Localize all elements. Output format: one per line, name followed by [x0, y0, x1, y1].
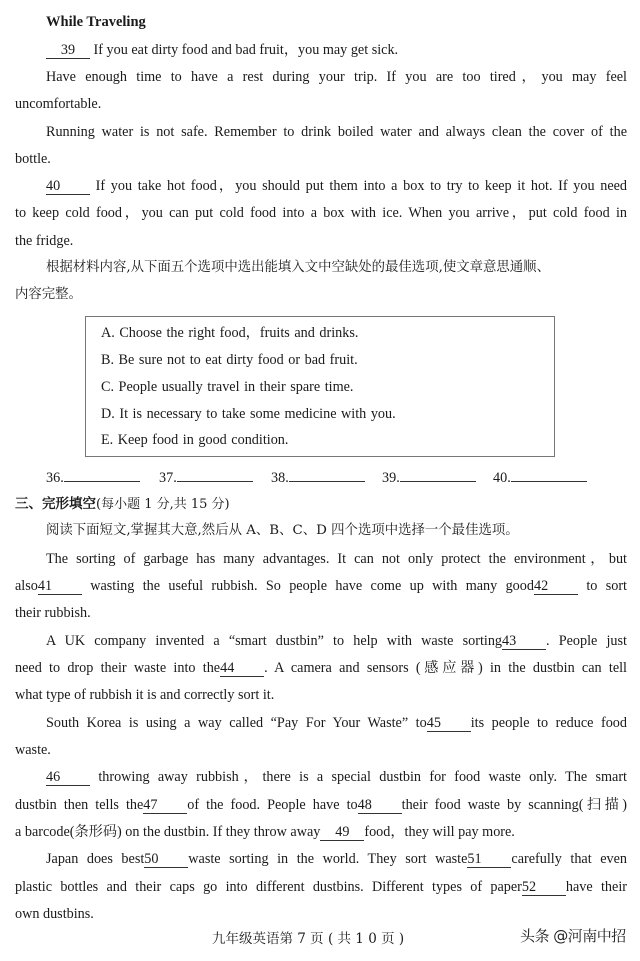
paragraph-line — [46, 850, 627, 868]
paragraph-line: to keep cold food，you can put cold food into a box with ice. When you arrive，put cold food in — [15, 205, 627, 221]
paragraph-text: dustbin then tells the — [15, 797, 144, 813]
paragraph-text: wasting the useful rubbish. So people have come up with many good — [90, 578, 534, 594]
blank-51: 51 — [467, 852, 511, 868]
paragraph-text: waste sorting in the world. They sort waste — [188, 851, 468, 867]
passage-title: While Traveling — [46, 14, 146, 30]
paragraph-text: food，they will pay more. — [364, 824, 515, 840]
watermark: 头条 @河南中招 — [520, 927, 626, 945]
answer-label: 38. — [271, 470, 289, 486]
paragraph-text: plastic bottles and their caps go into different dustbins. Different types of paper — [15, 879, 522, 895]
answer-row — [46, 467, 630, 487]
answer-label: 40. — [493, 470, 511, 486]
paragraph-text: have their — [565, 879, 627, 895]
answer-blank[interactable] — [511, 467, 587, 482]
section-note: (每小题 1 分,共 15 分) — [96, 497, 230, 512]
blank-50: 50 — [144, 852, 188, 868]
paragraph-line — [15, 796, 627, 814]
paragraph-text: . People just — [546, 633, 627, 649]
options-box — [85, 316, 555, 457]
answer-blank[interactable] — [289, 467, 365, 482]
answer-40[interactable] — [493, 467, 587, 487]
page-footer — [0, 927, 640, 949]
paragraph-text: Japan does best — [46, 851, 145, 867]
paragraph-text: If you take hot food，you should put them into a box to try to keep it hot. If you need — [95, 178, 628, 194]
blank-48: 48 — [358, 798, 402, 814]
blank-45: 45 — [427, 716, 471, 732]
paragraph-text: their food waste by scanning(扫描) — [401, 797, 627, 813]
paragraph-line — [46, 768, 627, 786]
paragraph-text: also — [15, 578, 38, 594]
paragraph-text: a barcode(条形码) on the dustbin. If they throw away — [15, 824, 321, 840]
blank-39: 39 — [46, 43, 90, 59]
option-c: C. People usually travel in their spare time. — [101, 379, 354, 395]
paragraph-line — [46, 177, 627, 195]
paragraph-line: uncomfortable. — [15, 96, 102, 112]
option-e: E. Keep food in good condition. — [101, 432, 289, 448]
page-number: 九年级英语第 7 页 ( 共 1 0 页 ) — [212, 931, 405, 947]
paragraph-line — [15, 577, 627, 595]
option-d: D. It is necessary to take some medicine with you. — [101, 406, 396, 422]
paragraph-line: own dustbins. — [15, 906, 94, 922]
paragraph-line: Running water is not safe. Remember to drink boiled water and always clean the cover of the — [46, 124, 627, 140]
blank-41: 41 — [38, 579, 82, 595]
blank-44: 44 — [220, 661, 264, 677]
answer-39[interactable] — [382, 467, 476, 487]
answer-label: 39. — [382, 470, 400, 486]
answer-37[interactable] — [159, 467, 253, 487]
paragraph-line: bottle. — [15, 151, 51, 167]
section-title: 三、完形填空 — [15, 496, 96, 512]
answer-38[interactable] — [271, 467, 365, 487]
paragraph-text: If you eat dirty food and bad fruit，you may get sick. — [93, 42, 399, 58]
paragraph-line — [46, 632, 627, 650]
section-heading — [15, 495, 627, 514]
paragraph-text: to sort — [586, 578, 627, 594]
instruction-line: 内容完整。 — [15, 287, 82, 302]
paragraph-text: of the food. People have to — [187, 797, 358, 813]
answer-blank[interactable] — [400, 467, 476, 482]
blank-40: 40 — [46, 179, 90, 195]
blank-49: 49 — [320, 825, 364, 841]
answer-label: 37. — [159, 470, 177, 486]
paragraph-text: need to drop their waste into the — [15, 660, 221, 676]
paragraph-line — [46, 714, 627, 732]
paragraph-line — [46, 41, 627, 59]
paragraph-text: its people to reduce food — [470, 715, 627, 731]
blank-46: 46 — [46, 770, 90, 786]
paragraph-line: their rubbish. — [15, 605, 91, 621]
instruction-line: 根据材料内容,从下面五个选项中选出能填入文中空缺处的最佳选项,使文章意思通顺、 — [46, 260, 550, 275]
option-a: A. Choose the right food，fruits and drinks. — [101, 325, 359, 341]
answer-blank[interactable] — [177, 467, 253, 482]
answer-blank[interactable] — [64, 467, 140, 482]
option-b: B. Be sure not to eat dirty food or bad fruit. — [101, 352, 358, 368]
paragraph-text: . A camera and sensors (感应器) in the dustbin can tell — [264, 660, 627, 676]
blank-42: 42 — [534, 579, 578, 595]
paragraph-line: Have enough time to have a rest during your trip. If you are too tired，you may feel — [46, 69, 627, 85]
paragraph-line: what type of rubbish it is and correctly sort it. — [15, 687, 275, 703]
blank-47: 47 — [143, 798, 187, 814]
blank-43: 43 — [502, 634, 546, 650]
instruction-line: 阅读下面短文,掌握其大意,然后从 A、B、C、D 四个选项中选择一个最佳选项。 — [46, 523, 519, 538]
paragraph-line — [15, 659, 627, 677]
paragraph-text: throwing away rubbish，there is a special dustbin for food waste only. The smart — [98, 769, 628, 785]
blank-52: 52 — [522, 880, 566, 896]
paragraph-text: carefully that even — [511, 851, 627, 867]
paragraph-text: South Korea is using a way called “Pay For Your Waste” to — [46, 715, 427, 731]
paragraph-line — [15, 878, 627, 896]
answer-36[interactable] — [46, 467, 140, 487]
answer-label: 36. — [46, 470, 64, 486]
paragraph-text: A UK company invented a “smart dustbin” to help with waste sorting — [46, 633, 503, 649]
paragraph-line: waste. — [15, 742, 51, 758]
paragraph-line: The sorting of garbage has many advantages. It can not only protect the environment，but — [46, 551, 627, 567]
paragraph-line: the fridge. — [15, 233, 74, 249]
paragraph-line — [15, 823, 627, 841]
